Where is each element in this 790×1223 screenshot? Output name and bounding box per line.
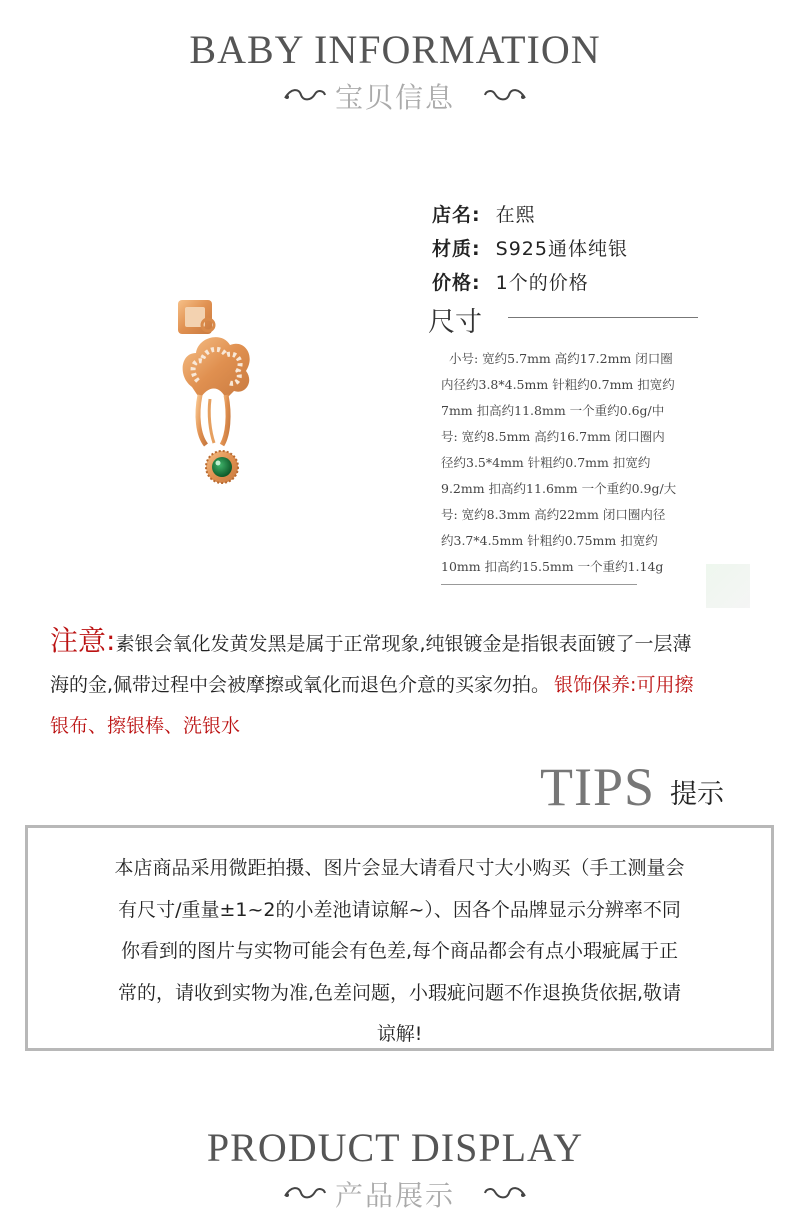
tips-title-en: TIPS xyxy=(540,757,656,817)
size-bottom-divider xyxy=(441,584,637,585)
right-swirl-ornament xyxy=(483,1184,527,1202)
spec-value: S925通体纯银 xyxy=(495,238,628,260)
tips-line: 常的，请收到实物为准,色差问题，小瑕疵问题不作退换货依据,敬请 xyxy=(117,981,682,1004)
tips-box xyxy=(25,825,774,1051)
spec-key: 店名: xyxy=(432,204,481,226)
size-heading-divider xyxy=(508,317,698,318)
decorative-faded-square xyxy=(706,564,750,608)
size-line: 7mm 扣高约11.8mm 一个重约0.6g/中 xyxy=(441,403,665,418)
notice-label: 注意: xyxy=(50,624,116,657)
product-photo-pendant xyxy=(170,295,270,495)
notice-body-2: 海的金,佩带过程中会被摩擦或氧化而退色介意的买家勿拍。 xyxy=(50,674,551,696)
tips-line: 本店商品采用微距拍摄、图片会显大请看尺寸大小购买（手工测量会 xyxy=(114,857,685,879)
tips-title-cn: 提示 xyxy=(670,779,724,810)
spec-row-material xyxy=(432,234,628,261)
size-line: 10mm 扣高约15.5mm 一个重约1.14g xyxy=(441,559,664,574)
care-label: 银饰保养:可用擦 xyxy=(554,674,694,696)
size-details xyxy=(441,346,721,580)
size-line: 号: 宽约8.3mm 高约22mm 闭口圈内径 xyxy=(441,507,666,522)
size-line: 内径约3.8*4.5mm 针粗约0.7mm 扣宽约 xyxy=(441,377,675,392)
size-line: 约3.7*4.5mm 针粗约0.75mm 扣宽约 xyxy=(441,533,658,548)
size-line: 号: 宽约8.5mm 高约16.7mm 闭口圈内 xyxy=(441,429,665,444)
spec-value: 在熙 xyxy=(495,204,536,226)
section-title-en: BABY INFORMATION xyxy=(189,27,601,72)
tips-line: 你看到的图片与实物可能会有色差,每个商品都会有点小瑕疵属于正 xyxy=(120,940,679,962)
size-line: 9.2mm 扣高约11.6mm 一个重约0.9g/大 xyxy=(441,481,677,496)
section-subtitle-cn: 宝贝信息 xyxy=(334,81,455,114)
right-swirl-ornament xyxy=(483,86,527,104)
size-line: 径约3.5*4mm 针粗约0.7mm 扣宽约 xyxy=(441,455,651,470)
spec-key: 材质: xyxy=(432,238,481,260)
spec-row-store xyxy=(432,200,536,227)
section-subtitle-row xyxy=(0,76,790,116)
notice-block xyxy=(50,620,770,747)
spec-row-price xyxy=(432,268,589,295)
tips-line: 有尺寸/重量±1~2的小差池请谅解~）、因各个品牌显示分辨率不同 xyxy=(118,898,681,921)
product-display-title-en: PRODUCT DISPLAY xyxy=(206,1125,584,1170)
care-items: 银布、擦银棒、洗银水 xyxy=(50,715,241,737)
tips-text xyxy=(28,848,771,1056)
tips-line: 谅解! xyxy=(376,1023,423,1045)
size-heading: 尺寸 xyxy=(428,307,482,338)
product-display-subtitle-cn: 产品展示 xyxy=(334,1179,455,1212)
spec-key: 价格: xyxy=(432,272,481,294)
spec-value: 1个的价格 xyxy=(495,272,589,294)
size-line: 小号: 宽约5.7mm 高约17.2mm 闭口圈 xyxy=(449,351,673,366)
product-display-subtitle-row xyxy=(0,1174,790,1214)
notice-body-1: 素银会氧化发黄发黑是属于正常现象,纯银镀金是指银表面镀了一层薄 xyxy=(115,633,692,655)
